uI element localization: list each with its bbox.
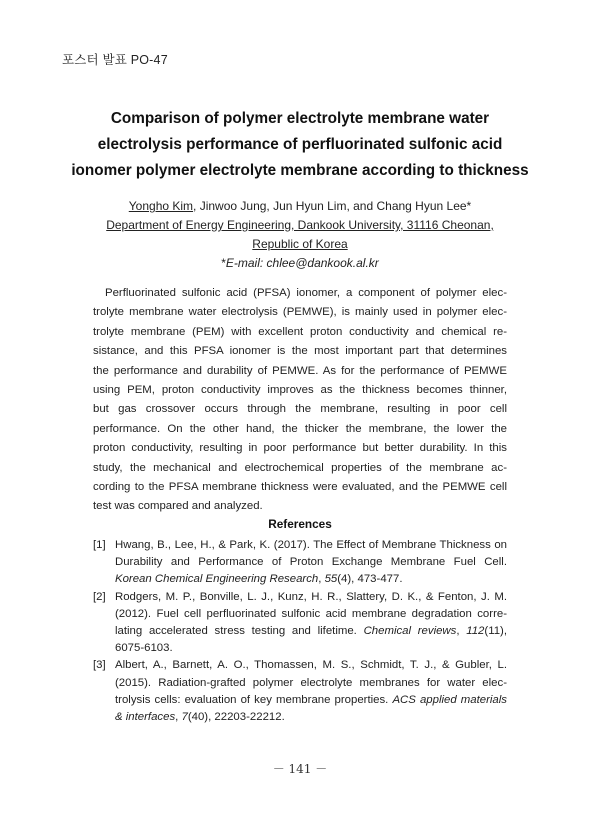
abstract (93, 284, 507, 517)
affiliation-line: Department of Energy Engineering, Dankook University, 31116 Cheonan, (106, 218, 494, 232)
volume: 7 (181, 711, 188, 724)
abstract-line: cording to the PFSA membrane thickness were evaluated, and the PEMWE cell (93, 481, 507, 494)
issue-pages: (11), (484, 625, 507, 638)
abstract-line: study, the mechanical and electrochemical properties of the membrane ac- (93, 461, 507, 474)
email-text: E-mail: chlee@dankook.al.kr (225, 256, 379, 270)
reference-line: (2015). Radiation-grafted polymer electrolyte membranes for water elec- (115, 676, 507, 689)
journal-name: ACS applied materials (392, 693, 507, 706)
reference-line: (2012). Fuel cell perfluorinated sulfonic acid membrane degradation corre- (115, 607, 507, 620)
contact-email (80, 254, 520, 273)
reference-text: trolysis cells: evaluation of key membrane properties. (115, 693, 393, 706)
separator: , (175, 711, 182, 724)
reference-text: lating accelerated stress testing and lifetime. (115, 625, 364, 638)
reference-item (93, 657, 507, 726)
reference-list (93, 537, 507, 726)
paper-title (70, 106, 530, 184)
abstract-line: Perfluorinated sulfonic acid (PFSA) ionomer, a component of polymer elec- (105, 287, 507, 299)
reference-line: Albert, A., Barnett, A. O., Thomassen, M. S., Schmidt, T. J., & Gubler, L. (115, 659, 507, 672)
reference-line: Hwang, B., Lee, H., & Park, K. (2017). The Effect of Membrane Thickness on (115, 539, 507, 551)
co-authors: , Jinwoo Jung, Jun Hyun Lim, and Chang Hyun Lee* (193, 199, 472, 213)
journal-name-cont: & interfaces (115, 711, 176, 724)
reference-line (115, 623, 507, 640)
page-number: － 141 － (272, 762, 328, 776)
reference-line (115, 709, 507, 726)
session-label: 포스터 발표 PO-47 (62, 53, 168, 67)
email-marker: * (221, 256, 226, 270)
reference-item (93, 589, 507, 658)
reference-line: Durability and Performance of Proton Exchange Membrane Fuel Cell. (115, 556, 507, 569)
references-heading: References (268, 517, 332, 531)
abstract-line: but gas crossover occurs through the membrane, resulting in poor cell (93, 403, 507, 416)
author-block (80, 197, 520, 273)
volume: 55 (324, 573, 338, 586)
abstract-line: proton conductivity, resulting in poor performance but better durability. In this (93, 442, 507, 455)
reference-line: 6075-6103. (115, 642, 173, 655)
title-line: ionomer polymer electrolyte membrane according to thickness (71, 162, 529, 179)
abstract-line: performance. On the other hand, the thicker the membrane, the lower the (93, 422, 507, 435)
separator: , (456, 625, 467, 638)
reference-line (115, 571, 507, 588)
reference-number: [3] (93, 659, 106, 672)
abstract-line: trolyte membrane (PEM) with excellent proton conductivity and chemical re- (93, 325, 507, 338)
issue-pages: (40), 22203-22212. (187, 711, 285, 724)
abstract-line: using PEM, proton conductivity improves as the thickness becomes thinner, (93, 384, 507, 397)
abstract-line: the performance and durability of PEMWE. As for the performance of PEMWE (93, 364, 507, 377)
issue-pages: (4), 473-477. (337, 573, 403, 586)
reference-number: [2] (93, 590, 106, 603)
reference-line (115, 692, 507, 709)
title-line: Comparison of polymer electrolyte membrane water (110, 110, 490, 127)
abstract-line: test was compared and analyzed. (93, 500, 263, 513)
presenting-author: Yongho Kim (128, 199, 194, 213)
volume: 112 (466, 625, 485, 638)
reference-line: Rodgers, M. P., Bonville, L. J., Kunz, H. R., Slattery, D. K., & Fenton, J. M. (115, 590, 507, 603)
affiliation-line: Republic of Korea (252, 237, 348, 251)
journal-name: Korean Chemical Engineering Research (115, 573, 319, 586)
title-line: electrolysis performance of perfluorinated sulfonic acid (97, 136, 503, 153)
author-list (80, 197, 520, 216)
journal-name: Chemical reviews (363, 625, 457, 638)
separator: , (318, 573, 325, 586)
reference-number: [1] (93, 539, 106, 551)
reference-item (93, 537, 507, 589)
abstract-line: sistance, and this PFSA ionomer is the most important part that determines (93, 345, 507, 358)
abstract-line: trolyte membrane water electrolysis (PEMWE), is mainly used in polymer elec- (93, 306, 507, 319)
